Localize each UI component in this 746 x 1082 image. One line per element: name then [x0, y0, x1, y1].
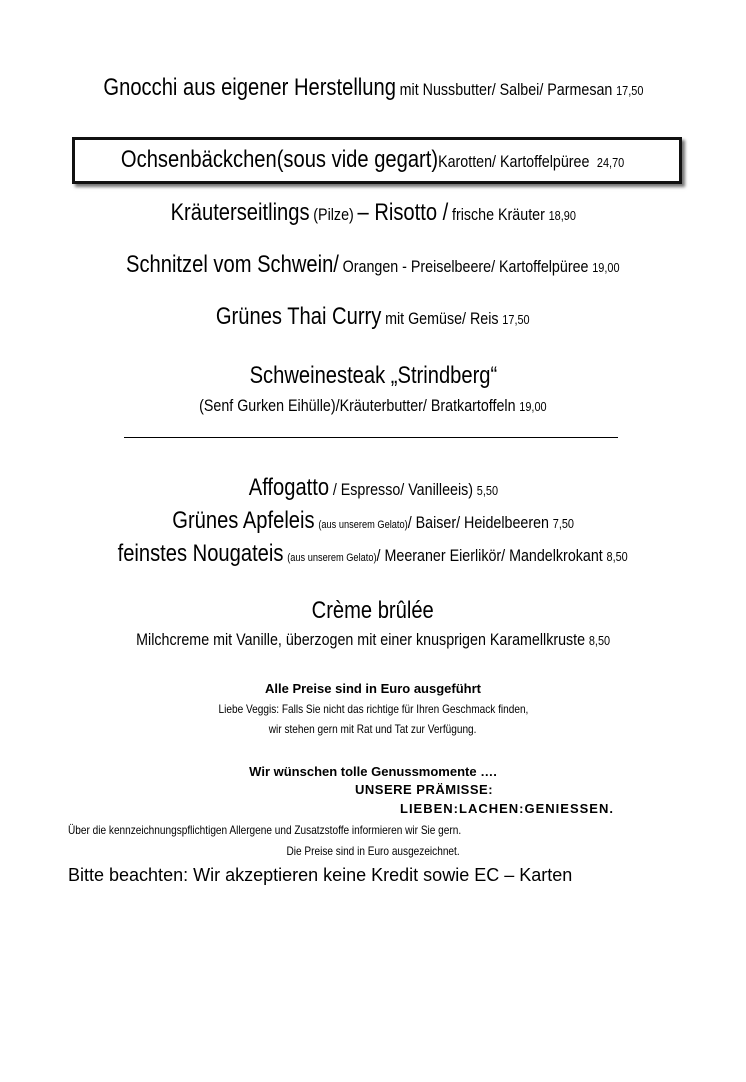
dessert-note: (aus unserem Gelato): [287, 552, 377, 564]
dessert-note: (aus unserem Gelato): [318, 519, 408, 531]
dish-name: Kräuterseitlings: [170, 199, 310, 226]
dish-description: frische Kräuter: [451, 205, 545, 224]
dish-name: Grünes Thai Curry: [216, 303, 382, 330]
dessert-description: / Meeraner Eierlikör/ Mandelkrokant: [376, 546, 604, 565]
allergen-note: Über die kennzeichnungspflichtigen Allergene und Zusatzstoffe informieren wir Sie gern.: [68, 823, 462, 837]
menu-item-creme-brulee-details: [0, 630, 746, 650]
dessert-description: / Espresso/ Vanilleeis): [332, 480, 473, 499]
menu-item-gnocchi: [0, 74, 746, 102]
dish-name: Schnitzel vom Schwein/: [126, 251, 340, 278]
menu-item-schweinesteak: [0, 362, 746, 390]
dish-price: 19,00: [519, 399, 547, 414]
dish-separator: – Risotto /: [357, 199, 448, 226]
dessert-name: Affogatto: [248, 474, 329, 501]
dessert-price: 8,50: [606, 549, 629, 564]
dish-description: mit Nussbutter/ Salbei/ Parmesan: [399, 80, 612, 99]
dessert-price: 8,50: [588, 633, 610, 648]
dish-description: mit Gemüse/ Reis: [385, 309, 499, 328]
menu-item-creme-brulee: [0, 597, 746, 625]
dish-note: (Pilze): [313, 205, 354, 224]
menu-item-affogatto: [0, 474, 746, 502]
dessert-description: Milchcreme mit Vanille, überzogen mit einer knusprigen Karamellkruste: [136, 630, 585, 649]
section-divider: [124, 437, 618, 438]
prices-note: Die Preise sind in Euro ausgezeichnet.: [286, 844, 460, 858]
dessert-price: 7,50: [552, 516, 574, 531]
dish-name: Ochsenbäckchen(sous vide gegart): [121, 146, 439, 173]
dish-name: Schweinesteak „Strindberg“: [249, 362, 497, 389]
veggie-note-line-1: Liebe Veggis: Falls Sie nicht das richtige für Ihren Geschmack finden,: [218, 702, 528, 716]
dish-description: Karotten/ Kartoffelpüree: [438, 152, 590, 171]
dish-price: 24,70: [597, 155, 625, 170]
dessert-name: feinstes Nougateis: [117, 540, 284, 567]
menu-item-kraeuterseitlings: [0, 199, 746, 227]
dessert-price: 5,50: [476, 483, 498, 498]
dish-description: (Senf Gurken Eihülle)/Kräuterbutter/ Bratkartoffeln: [199, 396, 516, 415]
dessert-name: Crème brûlée: [311, 597, 435, 624]
menu-item-ochsenbaeckchen: [0, 146, 746, 174]
menu-item-schweinesteak-details: [0, 396, 746, 416]
motto-heading: UNSERE PRÄMISSE:: [355, 782, 494, 797]
dish-price: 18,90: [548, 208, 576, 223]
payment-notice: Bitte beachten: Wir akzeptieren keine Kredit sowie EC – Karten: [68, 865, 573, 885]
price-currency-heading: Alle Preise sind in Euro ausgeführt: [265, 681, 481, 696]
dish-price: 17,50: [502, 312, 530, 327]
dessert-description: / Baiser/ Heidelbeeren: [407, 513, 549, 532]
motto-text: LIEBEN:LACHEN:GENIESSEN.: [400, 801, 614, 816]
menu-item-thai-curry: [0, 303, 746, 331]
veggie-note-line-2: wir stehen gern mit Rat und Tat zur Verfügung.: [269, 722, 477, 736]
dessert-name: Grünes Apfeleis: [172, 507, 315, 534]
wish-text: Wir wünschen tolle Genussmomente ….: [249, 764, 497, 779]
menu-item-nougateis: [0, 540, 746, 568]
dish-description: Orangen - Preiselbeere/ Kartoffelpüree: [342, 257, 589, 276]
dish-price: 17,50: [615, 83, 644, 98]
dish-name: Gnocchi aus eigener Herstellung: [102, 74, 396, 101]
menu-item-schnitzel: [0, 251, 746, 279]
dish-price: 19,00: [592, 260, 620, 275]
menu-item-apfeleis: [0, 507, 746, 535]
